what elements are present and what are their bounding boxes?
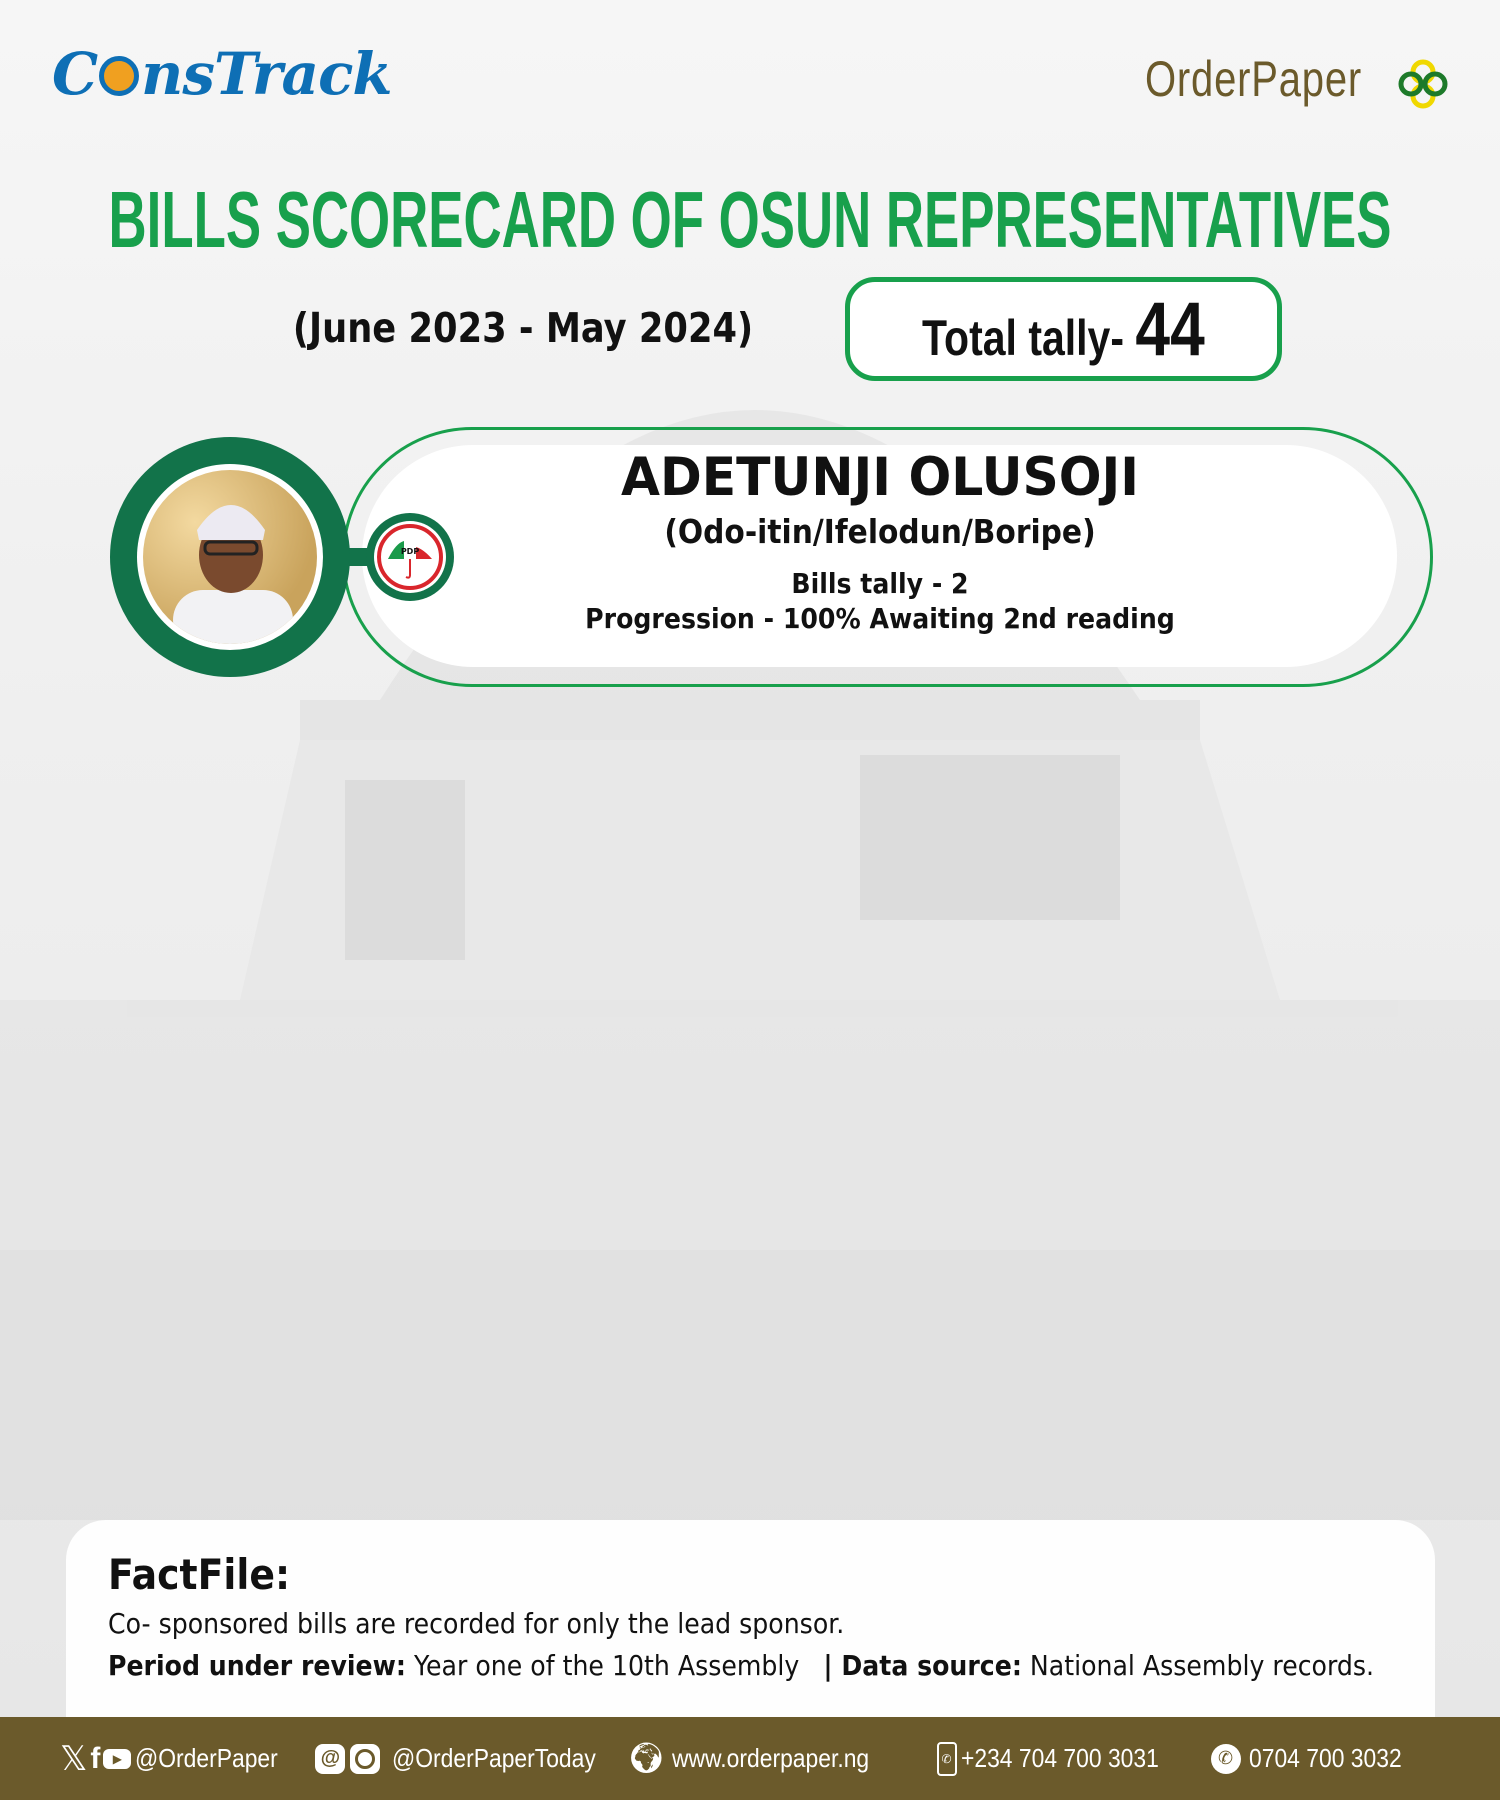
total-tally-label: Total tally- <box>922 309 1136 366</box>
total-tally-box <box>845 277 1282 381</box>
source-label: Data source: <box>841 1649 1022 1682</box>
globe-icon: 🌍︎ <box>627 1742 666 1775</box>
constrack-logo: C nsTrack <box>52 40 392 108</box>
factfile-period-source <box>108 1649 1374 1683</box>
bills-tally: Bills tally - 2 <box>791 567 969 600</box>
orderpaper-logo: OrderPaper <box>1145 51 1362 107</box>
phone-number[interactable]: +234 704 700 3031 <box>960 1743 1159 1773</box>
pdp-text: PDP <box>400 547 420 556</box>
facebook-icon[interactable]: f <box>90 1741 101 1775</box>
review-period: (June 2023 - May 2024) <box>292 304 754 352</box>
page-title: BILLS SCORECARD OF OSUN REPRESENTATIVES <box>108 175 1392 264</box>
x-icon[interactable]: 𝕏 <box>60 1739 88 1778</box>
youtube-icon[interactable]: ▶ <box>103 1749 131 1769</box>
orderpaper-knot-icon <box>1398 58 1448 110</box>
constituency: (Odo-itin/Ifelodun/Boripe) <box>664 512 1096 551</box>
avatar <box>143 470 317 644</box>
period-value: Year one of the 10th Assembly <box>405 1649 808 1682</box>
phone-icon: ✆ <box>937 1742 957 1776</box>
social-handle-orderpapertoday[interactable]: @OrderPaperToday <box>392 1743 597 1773</box>
source-separator: | <box>823 1649 842 1682</box>
progression: Progression - 100% Awaiting 2nd reading <box>585 602 1175 635</box>
period-label: Period under review: <box>108 1649 406 1682</box>
instagram-icon[interactable] <box>350 1744 380 1774</box>
threads-icon[interactable]: @ <box>315 1744 345 1774</box>
factfile-title: FactFile: <box>108 1550 291 1599</box>
total-tally-value: 44 <box>1135 286 1205 372</box>
website-link[interactable]: www.orderpaper.ng <box>671 1743 869 1773</box>
pdp-umbrella-icon <box>374 521 446 593</box>
portrait-illustration <box>143 470 317 644</box>
representative-name: ADETUNJI OLUSOJI <box>620 447 1140 508</box>
factfile-note: Co- sponsored bills are recorded for only the lead sponsor. <box>108 1607 845 1640</box>
whatsapp-number[interactable]: 0704 700 3032 <box>1248 1743 1402 1773</box>
whatsapp-icon: ✆ <box>1211 1744 1241 1774</box>
footer-bar <box>0 1717 1500 1800</box>
source-value: National Assembly records. <box>1021 1649 1375 1682</box>
social-handle-orderpaper[interactable]: @OrderPaper <box>135 1743 279 1773</box>
pdp-logo <box>374 521 446 593</box>
